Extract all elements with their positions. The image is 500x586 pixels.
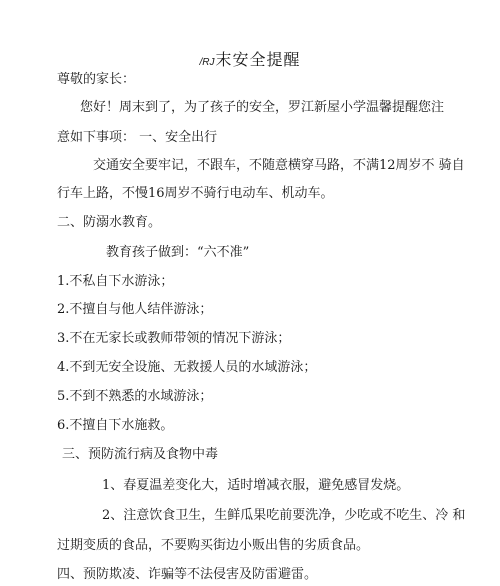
traffic-line-2: 行车上路，不慢16周岁不骑行电动车、机动车。 <box>57 186 334 201</box>
section-heading-drowning: 二、防溺水教育。 <box>57 215 162 230</box>
section-heading-bullying: 四、预防欺凌、诈骗等不法侵害及防雷避雷。 <box>57 567 318 582</box>
six-rules-intro: 教育孩子做到：“六不准” <box>106 245 250 260</box>
disease-item-2-line-1: 2、注意饮食卫生，生鲜瓜果吃前要洗净，少吃或不吃生、冷 和 <box>102 508 466 523</box>
traffic-line-1: 交通安全要牢记，不跟车，不随意横穿马路，不满12周岁不 骑自 <box>93 158 465 173</box>
rule-item-2: 2.不擅自与他人结伴游泳； <box>57 302 213 317</box>
rule-item-1: 1.不私自下水游泳； <box>57 274 174 289</box>
document-title <box>0 50 500 73</box>
rule-item-6: 6.不擅自下水施救。 <box>57 418 174 433</box>
salutation: 尊敬的家长： <box>57 72 136 87</box>
disease-item-2-line-2: 过期变质的食品，不要购买街边小贩出售的劣质食品。 <box>57 538 370 553</box>
disease-item-1: 1、春夏温差变化大，适时增减衣服，避免感冒发烧。 <box>102 478 410 493</box>
rule-item-3: 3.不在无家长或教师带领的情况下游泳； <box>57 331 291 346</box>
greeting-line-2: 意如下事项： 一、安全出行 <box>57 130 218 145</box>
greeting-line-1: 您好！周末到了，为了孩子的安全，罗江新屋小学温馨提醒您注 <box>80 100 445 115</box>
title-prefix: /RJ <box>199 57 215 68</box>
title-main: 末安全提醒 <box>215 50 301 69</box>
rule-item-4: 4.不到无安全设施、无救援人员的水域游泳； <box>57 360 317 375</box>
rule-item-5: 5.不到不熟悉的水域游泳； <box>57 389 213 404</box>
section-heading-disease: 三、预防流行病及食物中毒 <box>62 447 219 462</box>
